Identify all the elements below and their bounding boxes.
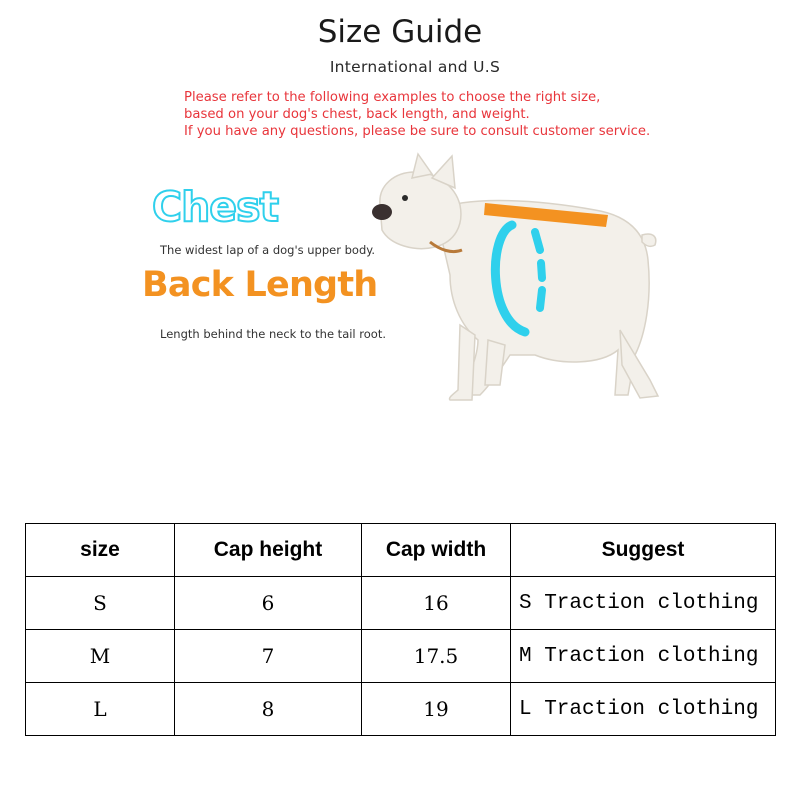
table-row [26, 577, 776, 630]
cell-cap-width: 19 [362, 683, 511, 736]
cell-cap-width: 17.5 [362, 630, 511, 683]
cell-suggest: L Traction clothing [511, 683, 776, 736]
cell-cap-width: 16 [362, 577, 511, 630]
header-size: size [26, 524, 175, 577]
cell-size: M [26, 630, 175, 683]
cell-size: L [26, 683, 175, 736]
page-subtitle: International and U.S [329, 58, 501, 76]
back-length-label: Back Length [142, 265, 378, 305]
header-cap-width: Cap width [362, 524, 511, 577]
size-table [25, 523, 776, 736]
back-length-description: Length behind the neck to the tail root. [160, 327, 386, 341]
chest-description: The widest lap of a dog's upper body. [160, 243, 376, 257]
table-row [26, 630, 776, 683]
table-row [26, 683, 776, 736]
chest-label: Chest [152, 183, 279, 231]
cell-size: S [26, 577, 175, 630]
cell-suggest: M Traction clothing [511, 630, 776, 683]
cell-cap-height: 8 [175, 683, 362, 736]
dog-nose [372, 204, 392, 220]
table-header-row [26, 524, 776, 577]
dog-icon [380, 154, 658, 400]
cell-cap-height: 6 [175, 577, 362, 630]
size-notes [184, 89, 784, 140]
cell-suggest: S Traction clothing [511, 577, 776, 630]
page-title: Size Guide [317, 14, 483, 50]
header-suggest: Suggest [511, 524, 776, 577]
dog-eye [402, 195, 408, 201]
note-line: If you have any questions, please be sure to consult customer service. [184, 124, 651, 139]
cell-cap-height: 7 [175, 630, 362, 683]
header-cap-height: Cap height [175, 524, 362, 577]
note-line: Please refer to the following examples to choose the right size, [184, 90, 601, 105]
note-line: based on your dog's chest, back length, and weight. [184, 107, 530, 122]
dog-measurement-illustration [360, 150, 680, 410]
